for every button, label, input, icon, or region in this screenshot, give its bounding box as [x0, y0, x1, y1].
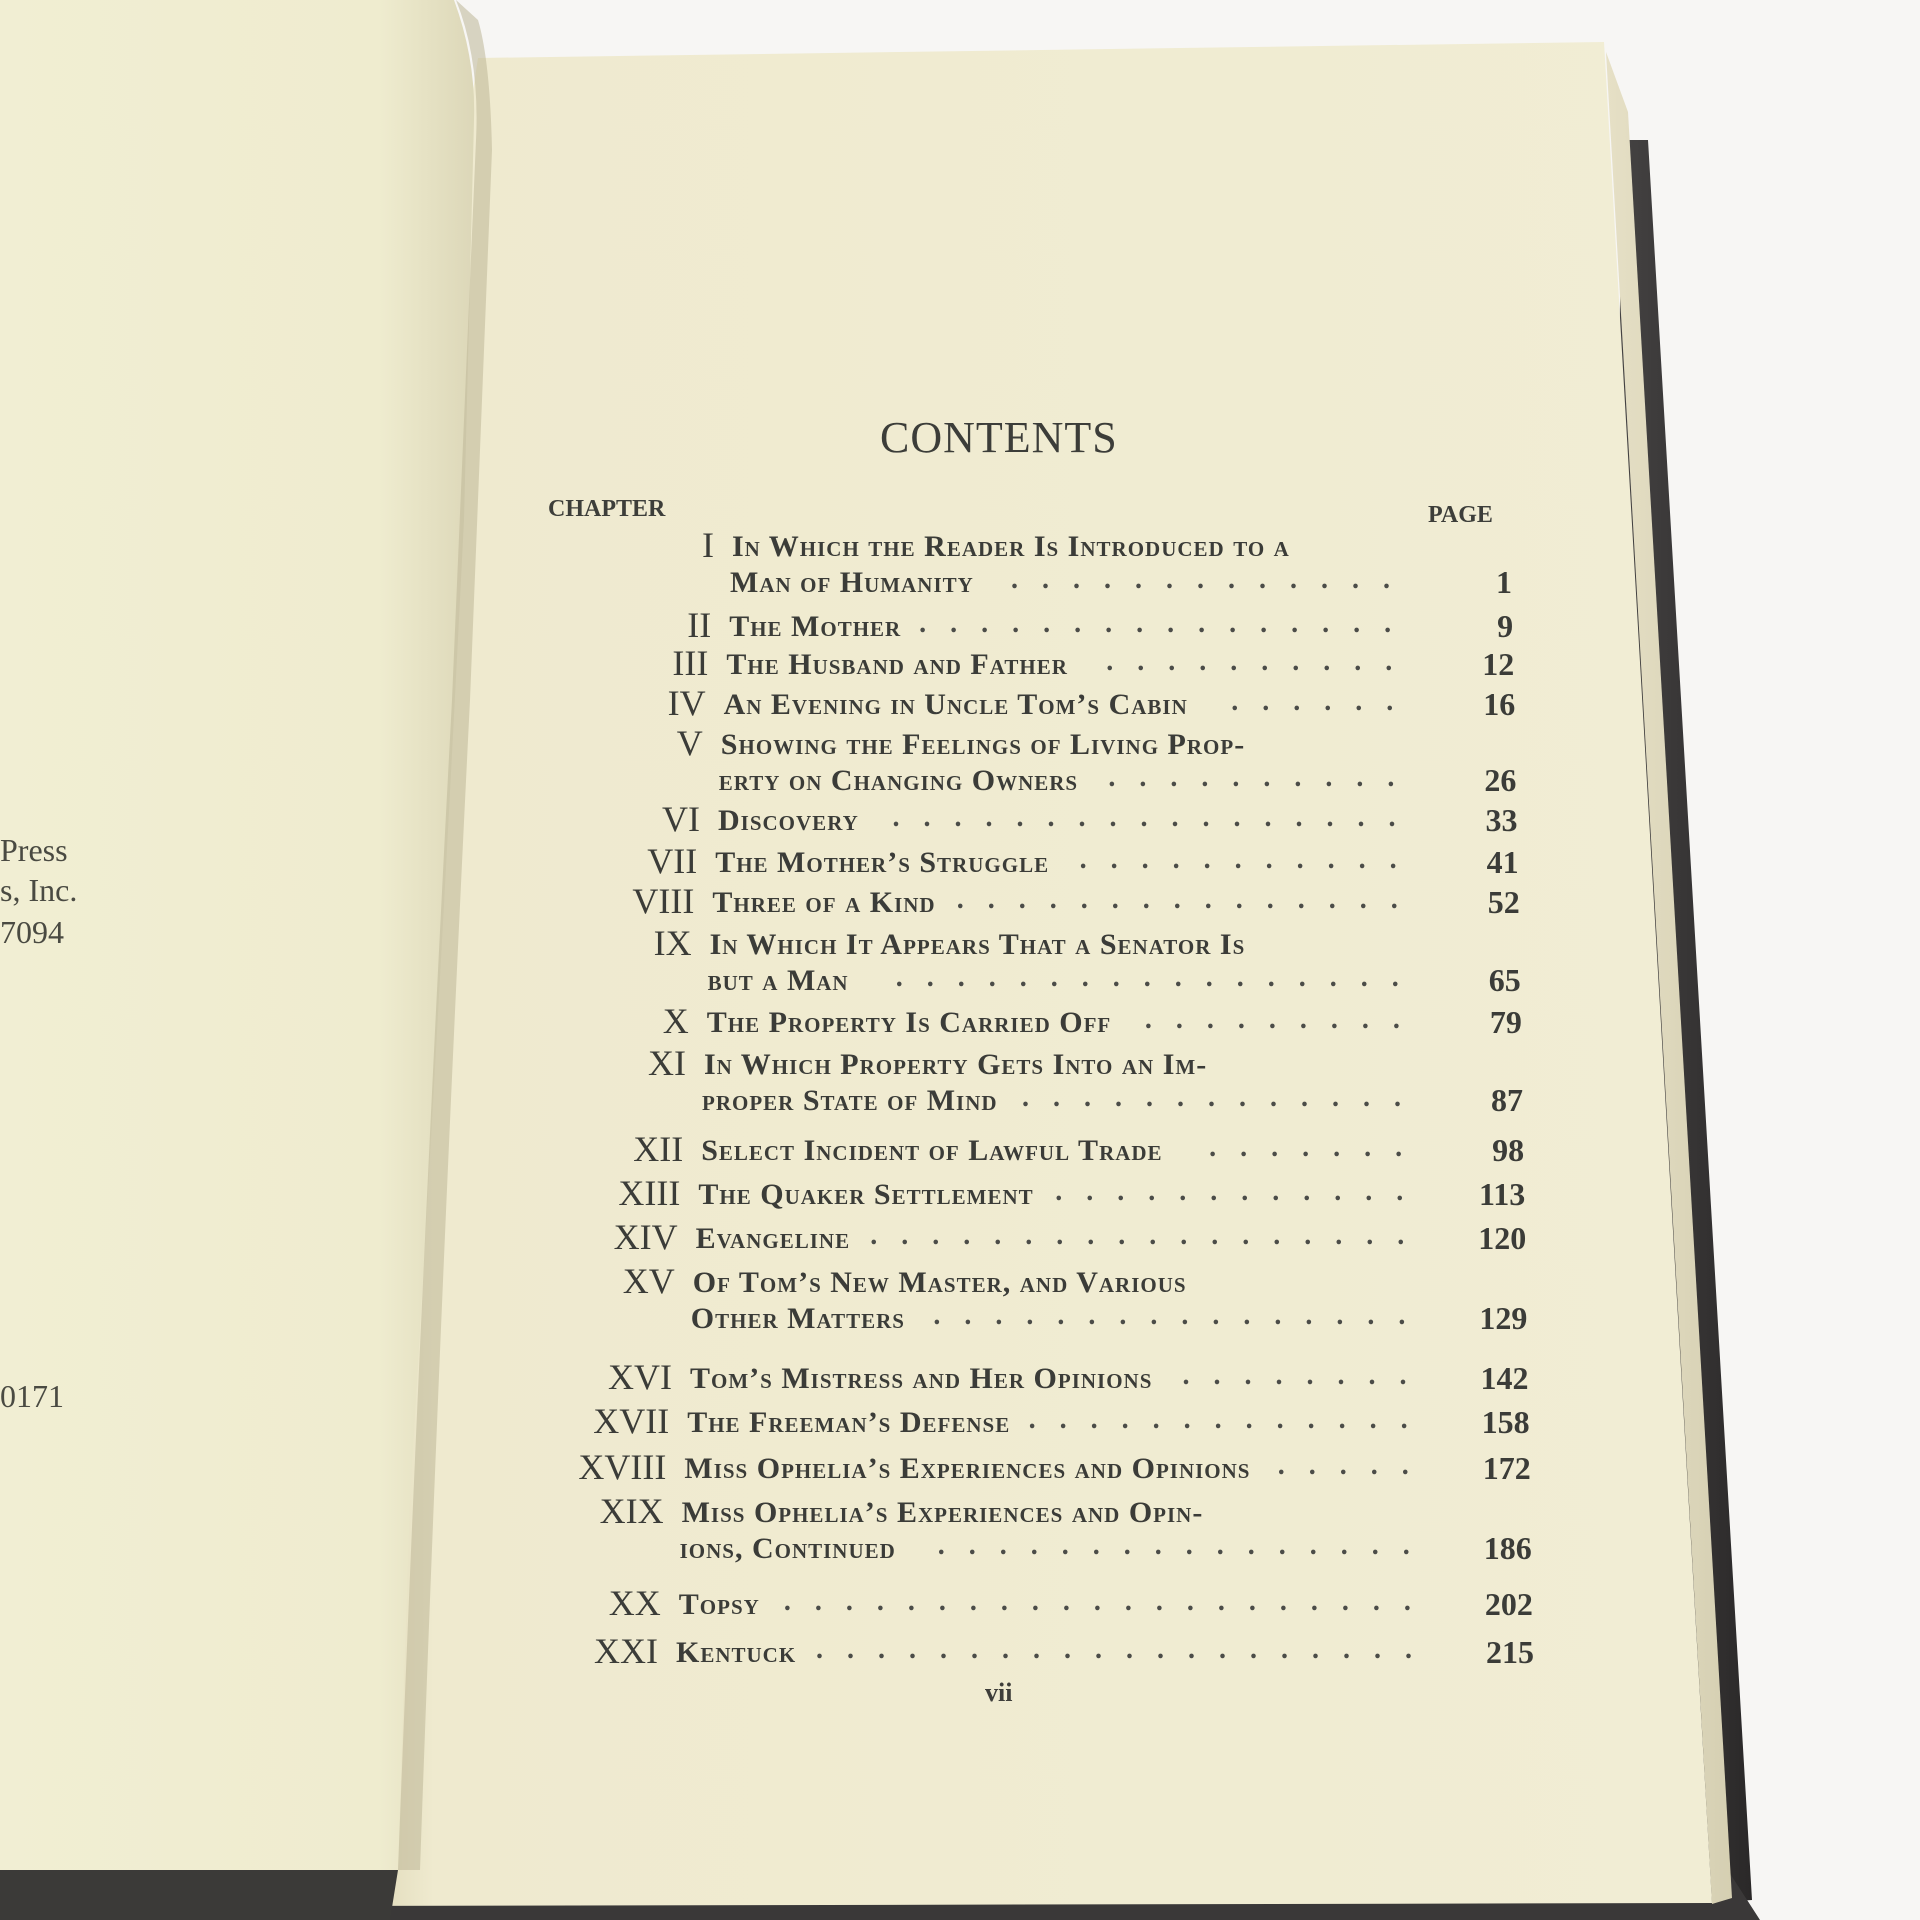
- chapter-title-line: The Property Is Carried Off: [706, 1006, 1112, 1039]
- chapter-title-line: The Quaker Settlement: [698, 1178, 1034, 1211]
- chapter-title-line: ions, Continued: [679, 1532, 896, 1565]
- chapter-title-line: Topsy: [678, 1588, 760, 1621]
- chapter-title-line: The Husband and Father: [726, 648, 1068, 681]
- chapter-number: XV: [622, 1261, 675, 1301]
- chapter-title-line: The Mother’s Struggle: [715, 846, 1050, 879]
- page-number: 79: [1489, 1004, 1522, 1040]
- page-number: 113: [1478, 1176, 1526, 1212]
- chapter-title-line: An Evening in Uncle Tom’s Cabin: [723, 688, 1188, 721]
- leader-dots: .................: [892, 802, 1420, 833]
- page-number: 120: [1478, 1220, 1527, 1256]
- chapter-number: IV: [667, 683, 706, 723]
- leader-dots: ........: [1182, 1360, 1431, 1391]
- page-number: 65: [1488, 962, 1521, 998]
- page-number: 26: [1484, 762, 1517, 798]
- chapter-title-line: Miss Ophelia’s Experiences and Opin-: [681, 1496, 1204, 1529]
- leader-dots: ..........: [1106, 646, 1417, 677]
- leader-dots: .......: [1209, 1132, 1427, 1163]
- left-page-line: s, Inc.: [0, 872, 78, 908]
- chapter-title-line: In Which It Appears That a Senator Is: [709, 928, 1246, 961]
- chapter-number: IX: [653, 923, 692, 963]
- leader-dots: .....................: [783, 1586, 1435, 1617]
- chapter-title-line: In Which the Reader Is Introduced to a: [732, 530, 1290, 563]
- page-number: 186: [1483, 1530, 1532, 1566]
- chapter-title-line: Discovery: [718, 804, 859, 837]
- leader-dots: ......: [1231, 686, 1418, 717]
- leader-dots: .............: [1028, 1404, 1432, 1435]
- page-number: 129: [1479, 1300, 1528, 1336]
- left-page-line: Press: [0, 832, 68, 868]
- chapter-number: XIV: [613, 1217, 678, 1257]
- left-page-line: 7094: [0, 914, 64, 950]
- chapter-title-line: Kentuck: [676, 1636, 797, 1669]
- page-number: 142: [1480, 1360, 1529, 1396]
- leader-dots: ................: [933, 1300, 1430, 1331]
- chapter-number: V: [676, 723, 703, 763]
- leader-dots: .................: [895, 962, 1423, 993]
- page-number: 87: [1491, 1082, 1523, 1118]
- chapter-title-line: proper State of Mind: [702, 1084, 998, 1117]
- page-column-heading: PAGE: [1428, 502, 1493, 528]
- chapter-number: XXI: [594, 1631, 658, 1671]
- leader-dots: ..........: [1108, 762, 1419, 793]
- page-number: 52: [1487, 884, 1520, 920]
- chapter-title-line: Select Incident of Lawful Trade: [701, 1134, 1163, 1167]
- chapter-title-line: erty on Changing Owners: [718, 764, 1079, 797]
- leader-dots: ................: [919, 608, 1416, 639]
- chapter-number: XX: [608, 1583, 661, 1623]
- page-number: 33: [1485, 802, 1518, 838]
- chapter-number: XIX: [599, 1491, 664, 1531]
- chapter-title-line: Showing the Feelings of Living Prop-: [720, 728, 1246, 761]
- chapter-title-line: The Mother: [729, 610, 902, 643]
- chapter-number: X: [662, 1001, 689, 1041]
- chapter-title-line: Miss Ophelia’s Experiences and Opinions: [684, 1452, 1251, 1485]
- chapter-number: XI: [648, 1043, 686, 1083]
- page-number: 158: [1481, 1404, 1530, 1440]
- chapter-number: VI: [662, 799, 700, 839]
- leader-dots: .............: [1022, 1082, 1425, 1113]
- chapter-title-line: but a Man: [707, 964, 849, 997]
- leader-dots: ....................: [816, 1634, 1436, 1665]
- page-number: 16: [1483, 686, 1516, 722]
- chapter-title-line: Of Tom’s New Master, and Various: [692, 1266, 1187, 1299]
- chapter-title-line: Man of Humanity: [730, 566, 974, 599]
- chapter-title-line: Three of a Kind: [712, 886, 936, 919]
- leader-dots: ............: [1055, 1176, 1428, 1207]
- chapter-title-line: Other Matters: [690, 1302, 905, 1335]
- chapter-title-line: The Freeman’s Defense: [687, 1406, 1011, 1439]
- page-number: 9: [1497, 608, 1514, 644]
- left-page-line: 0171: [0, 1378, 64, 1414]
- leader-dots: .............: [1011, 564, 1414, 595]
- page-folio: vii: [985, 1678, 1013, 1707]
- page-number: 12: [1482, 646, 1515, 682]
- chapter-title-line: In Which Property Gets Into an Im-: [704, 1048, 1208, 1081]
- chapter-column-heading: CHAPTER: [548, 496, 666, 522]
- page-number: 172: [1482, 1450, 1531, 1486]
- page-number: 41: [1486, 844, 1519, 880]
- page-number: 202: [1484, 1586, 1533, 1622]
- page-number: 98: [1492, 1132, 1525, 1168]
- chapter-number: XVII: [593, 1401, 670, 1441]
- chapter-title-line: Evangeline: [695, 1222, 851, 1255]
- leader-dots: .........: [1144, 1004, 1424, 1035]
- leader-dots: .....: [1277, 1450, 1433, 1481]
- chapter-number: XVIII: [578, 1447, 667, 1487]
- leader-dots: ...............: [956, 884, 1422, 915]
- leader-dots: ...........: [1079, 844, 1421, 875]
- chapter-number: XIII: [618, 1173, 681, 1213]
- chapter-number: III: [672, 643, 709, 683]
- chapter-number: II: [687, 605, 712, 645]
- leader-dots: ..................: [870, 1220, 1429, 1251]
- page-number: 1: [1496, 564, 1512, 600]
- chapter-number: VII: [647, 841, 698, 881]
- leader-dots: ................: [937, 1530, 1434, 1561]
- chapter-number: XII: [633, 1129, 684, 1169]
- page-title: CONTENTS: [880, 413, 1118, 462]
- chapter-number: XVI: [608, 1357, 672, 1397]
- chapter-title-line: Tom’s Mistress and Her Opinions: [690, 1362, 1153, 1395]
- page-number: 215: [1486, 1634, 1534, 1670]
- chapter-number: I: [702, 525, 714, 565]
- chapter-number: VIII: [632, 881, 695, 921]
